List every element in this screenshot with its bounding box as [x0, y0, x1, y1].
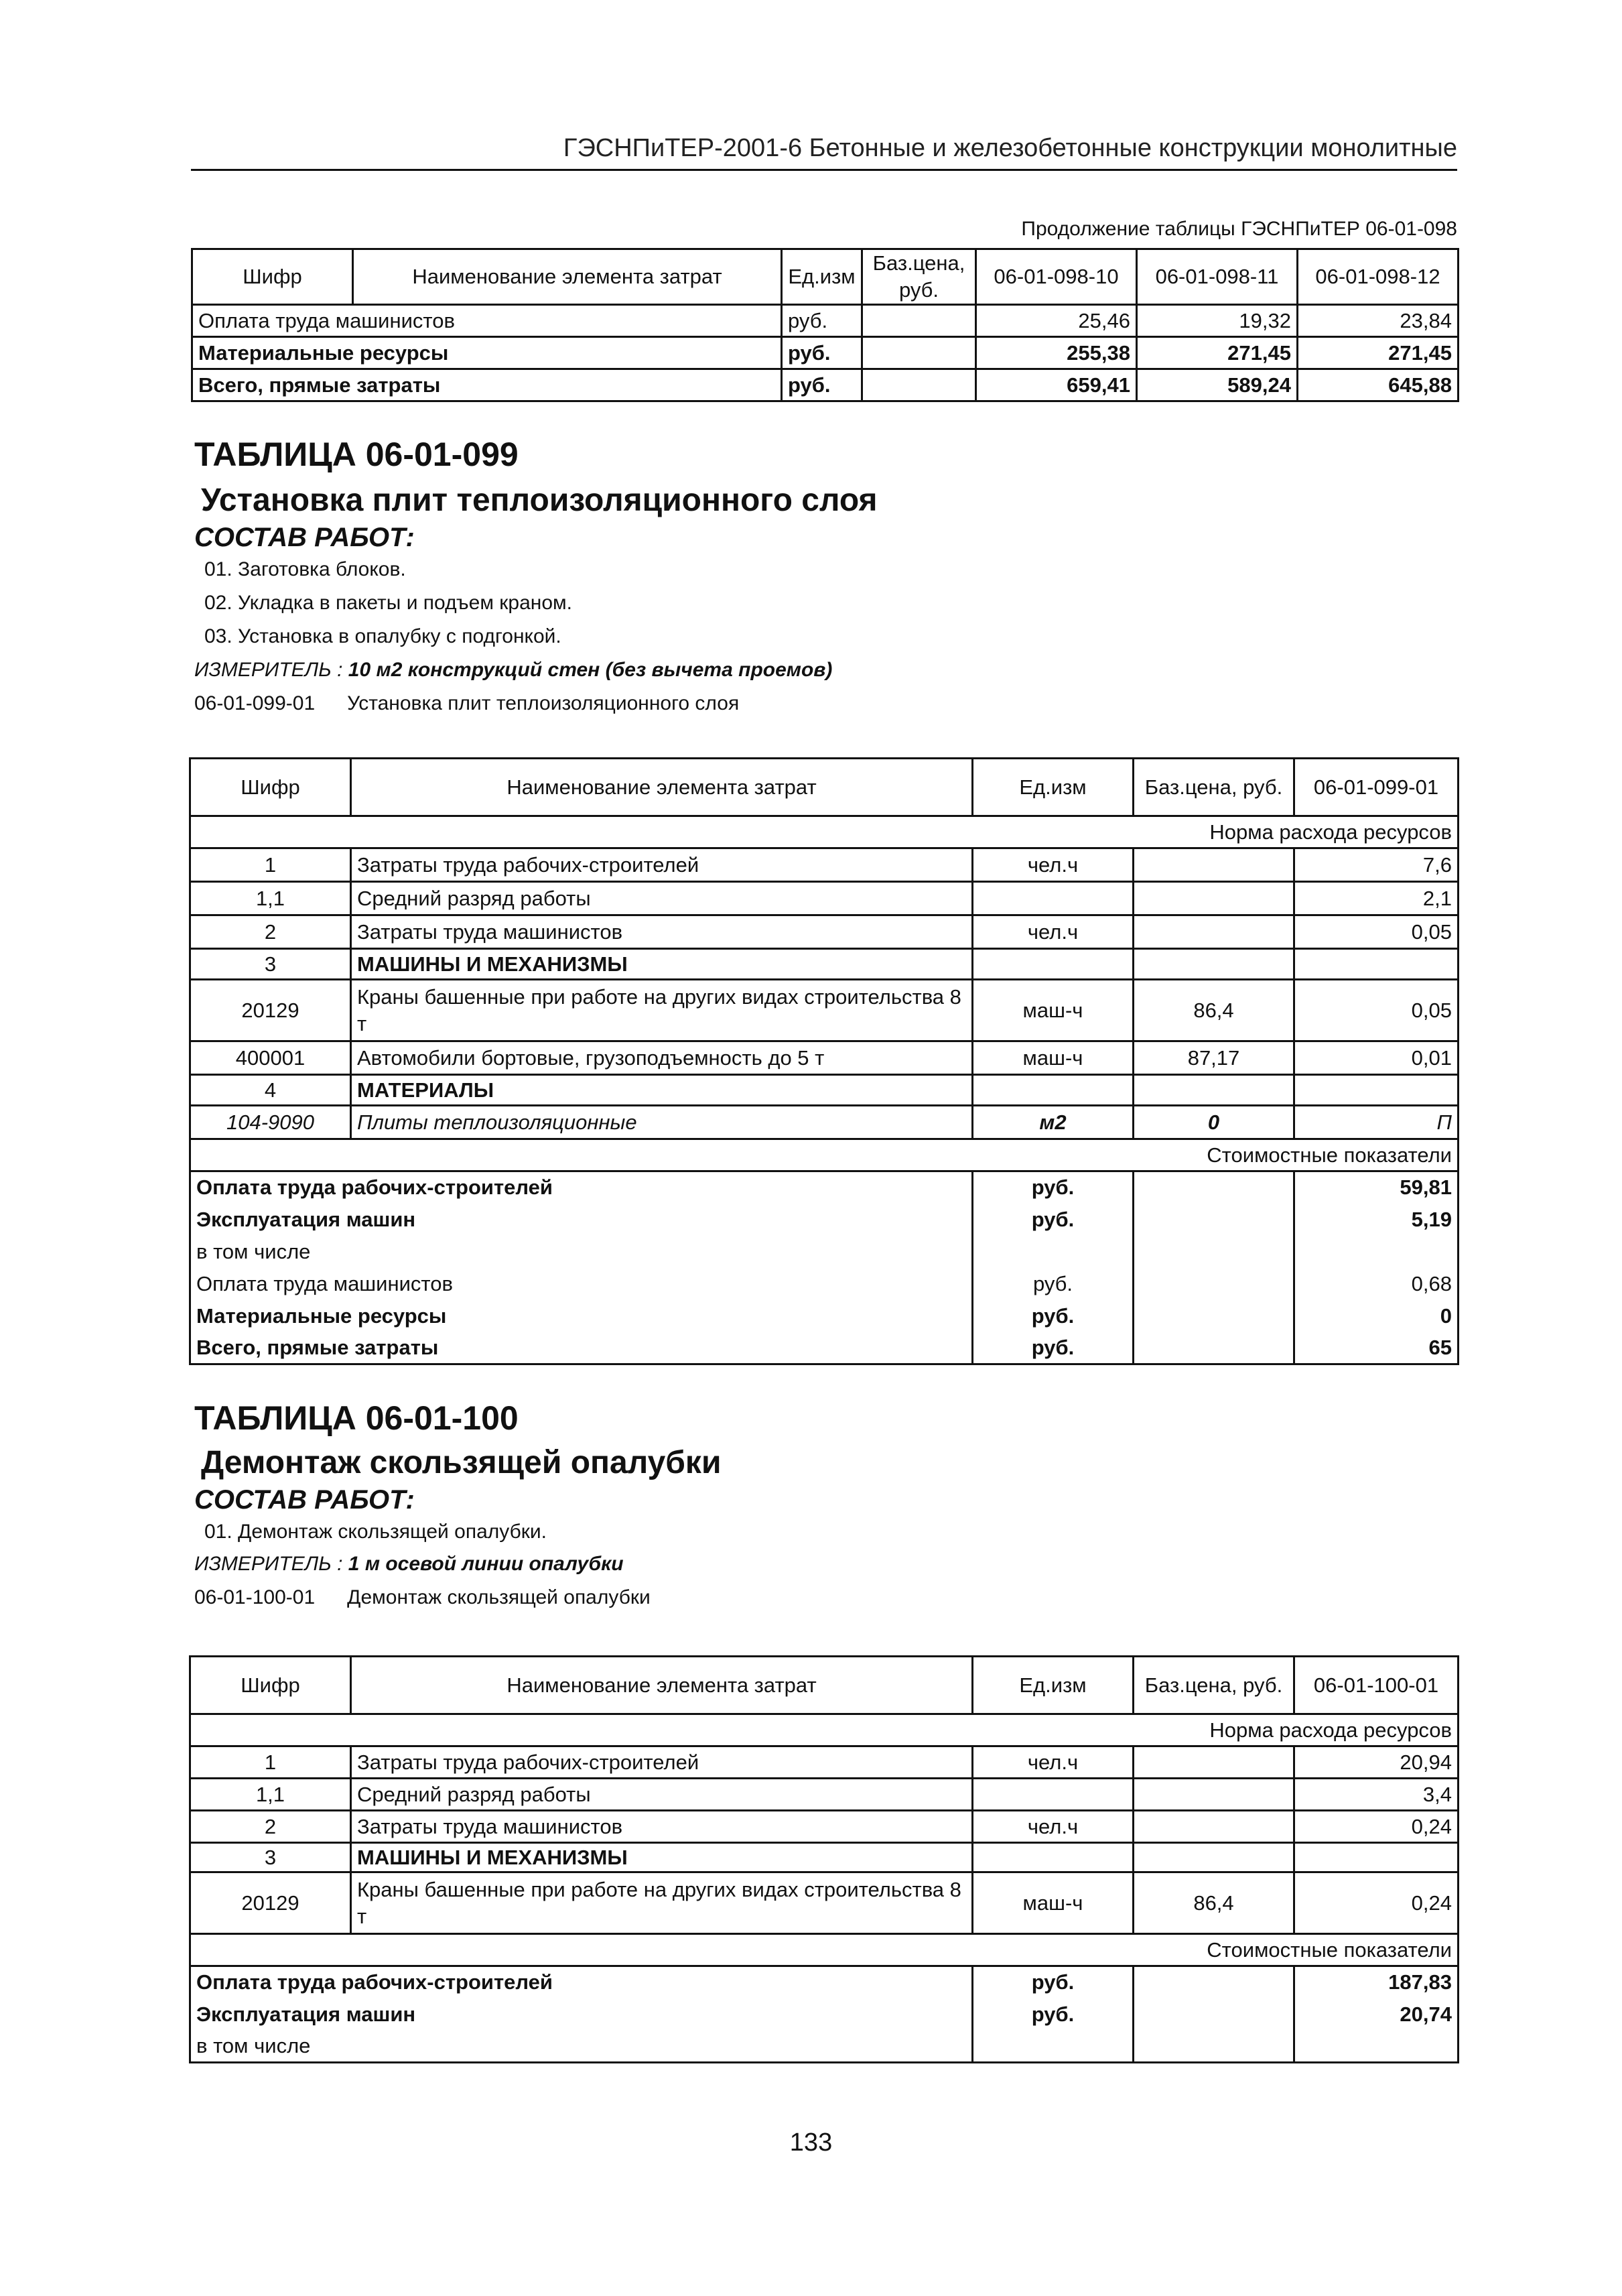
table-row	[192, 337, 1459, 369]
cost-empty	[1134, 1332, 1294, 1364]
cost-value: 59,81	[1294, 1171, 1459, 1204]
col-header-name: Наименование элемента затрат	[351, 759, 973, 816]
row-price: 86,4	[1134, 1872, 1294, 1934]
cost-row	[190, 1998, 1459, 2031]
table-row	[190, 1811, 1459, 1843]
cost-empty	[1134, 1998, 1294, 2031]
row-price	[1134, 848, 1294, 882]
cost-unit	[973, 2031, 1134, 2063]
col-header-code: Шифр	[190, 1657, 351, 1714]
row-unit: чел.ч	[973, 848, 1134, 882]
row-code: 3	[190, 1843, 351, 1872]
col-header-value: 06-01-100-01	[1294, 1657, 1459, 1714]
row-price	[862, 305, 976, 337]
table-row	[190, 949, 1459, 980]
cost-value: 0	[1294, 1300, 1459, 1332]
measure-label: ИЗМЕРИТЕЛЬ :	[194, 1553, 343, 1575]
cost-row	[190, 1171, 1459, 1204]
row-name: Затраты труда машинистов	[351, 1811, 973, 1843]
cost-unit: руб.	[973, 1332, 1134, 1364]
cost-empty	[1134, 1204, 1294, 1236]
row-code: 104-9090	[190, 1106, 351, 1139]
cost-value: 0,68	[1294, 1268, 1459, 1300]
row-unit: маш-ч	[973, 1872, 1134, 1934]
col-header-unit: Ед.изм	[973, 1657, 1134, 1714]
code-line-100	[194, 1584, 651, 1611]
row-unit: м2	[973, 1106, 1134, 1139]
row-value-2: 271,45	[1137, 337, 1298, 369]
work-composition-heading-100: СОСТАВ РАБОТ:	[194, 1485, 415, 1515]
row-price	[1134, 1075, 1294, 1106]
row-value: 7,6	[1294, 848, 1459, 882]
norm-label: Норма расхода ресурсов	[190, 1714, 1459, 1746]
row-code: 4	[190, 1075, 351, 1106]
row-price	[1134, 949, 1294, 980]
table-row	[190, 1075, 1459, 1106]
cost-unit: руб.	[973, 1300, 1134, 1332]
row-code: 20129	[190, 1872, 351, 1934]
row-price	[1134, 1843, 1294, 1872]
cost-name: в том числе	[190, 1236, 973, 1268]
table-row	[190, 1872, 1459, 1934]
header-rule	[191, 169, 1457, 171]
cost-empty	[1134, 2031, 1294, 2063]
row-value: 20,94	[1294, 1746, 1459, 1779]
row-price	[862, 337, 976, 369]
measure-line-100	[194, 1551, 624, 1578]
cost-value: 187,83	[1294, 1966, 1459, 1998]
cost-unit: руб.	[973, 1268, 1134, 1300]
col-header-name: Наименование элемента затрат	[351, 1657, 973, 1714]
col-header-code: Шифр	[190, 759, 351, 816]
norm-code-description: Демонтаж скользящей опалубки	[347, 1586, 651, 1608]
row-price: 86,4	[1134, 980, 1294, 1041]
norm-code: 06-01-100-01	[194, 1586, 316, 1608]
cost-label: Стоимостные показатели	[190, 1139, 1459, 1171]
row-price: 0	[1134, 1106, 1294, 1139]
measure-line-099	[194, 657, 832, 684]
row-value-1: 255,38	[976, 337, 1137, 369]
table-header-row	[190, 759, 1459, 816]
row-unit	[973, 882, 1134, 915]
row-unit: руб.	[782, 369, 862, 401]
cost-name: Эксплуатация машин	[190, 1998, 973, 2031]
norm-label: Норма расхода ресурсов	[190, 816, 1459, 848]
cost-label-row	[190, 1934, 1459, 1966]
row-value-3: 271,45	[1298, 337, 1459, 369]
table-row	[190, 1106, 1459, 1139]
row-unit	[973, 1843, 1134, 1872]
cost-unit: руб.	[973, 1171, 1134, 1204]
row-name: Затраты труда рабочих-строителей	[351, 1746, 973, 1779]
cost-empty	[1134, 1171, 1294, 1204]
cost-unit: руб.	[973, 1966, 1134, 1998]
row-unit: чел.ч	[973, 1746, 1134, 1779]
table-row	[190, 1843, 1459, 1872]
row-price	[1134, 915, 1294, 949]
table-title-099: ТАБЛИЦА 06-01-099	[194, 436, 519, 473]
table-row	[190, 848, 1459, 882]
row-code: 2	[190, 1811, 351, 1843]
row-price	[862, 369, 976, 401]
table-row	[190, 915, 1459, 949]
row-price: 87,17	[1134, 1041, 1294, 1075]
table-continuation-label: Продолжение таблицы ГЭСНПиТЕР 06-01-098	[1021, 218, 1457, 240]
table-row	[192, 369, 1459, 401]
cost-row	[190, 1966, 1459, 1998]
row-code: 3	[190, 949, 351, 980]
col-header-unit: Ед.изм	[782, 249, 862, 305]
cost-row	[190, 1236, 1459, 1268]
page-number: 133	[789, 2128, 833, 2157]
row-unit	[973, 949, 1134, 980]
operation-item: 01. Заготовка блоков.	[204, 558, 406, 580]
cost-unit: руб.	[973, 1204, 1134, 1236]
running-header: ГЭСНПиТЕР-2001-6 Бетонные и железобетонные конструкции монолитные	[563, 134, 1457, 162]
row-unit: чел.ч	[973, 1811, 1134, 1843]
table-row	[190, 980, 1459, 1041]
row-code: 1,1	[190, 1779, 351, 1811]
operation-item: 03. Установка в опалубку с подгонкой.	[204, 625, 561, 647]
norm-code: 06-01-099-01	[194, 692, 316, 714]
table-header-row	[190, 1657, 1459, 1714]
row-value: 2,1	[1294, 882, 1459, 915]
table-row	[190, 1779, 1459, 1811]
cost-label: Стоимостные показатели	[190, 1934, 1459, 1966]
row-unit	[973, 1779, 1134, 1811]
operation-item: 01. Демонтаж скользящей опалубки.	[204, 1521, 547, 1543]
row-name: Оплата труда машинистов	[192, 305, 782, 337]
norm-label-row	[190, 816, 1459, 848]
col-header-price: Баз.цена, руб.	[1134, 1657, 1294, 1714]
row-price	[1134, 1746, 1294, 1779]
cost-empty	[1134, 1236, 1294, 1268]
cost-row	[190, 1268, 1459, 1300]
col-header-v3: 06-01-098-12	[1298, 249, 1459, 305]
cost-empty	[1134, 1300, 1294, 1332]
cost-name: Материальные ресурсы	[190, 1300, 973, 1332]
col-header-price: Баз.цена, руб.	[862, 249, 976, 305]
measure-value: 10 м2 конструкций стен (без вычета проемов)	[348, 659, 833, 681]
row-value: 3,4	[1294, 1779, 1459, 1811]
code-line-099	[194, 690, 739, 717]
row-name: Затраты труда рабочих-строителей	[351, 848, 973, 882]
table-subtitle-099: Установка плит теплоизоляционного слоя	[201, 483, 878, 518]
cost-row	[190, 2031, 1459, 2063]
row-unit: чел.ч	[973, 915, 1134, 949]
row-value: 0,24	[1294, 1811, 1459, 1843]
row-unit: руб.	[782, 305, 862, 337]
work-composition-heading-099: СОСТАВ РАБОТ:	[194, 523, 415, 552]
table-row	[190, 1041, 1459, 1075]
cost-unit: руб.	[973, 1998, 1134, 2031]
table-subtitle-100: Демонтаж скользящей опалубки	[201, 1445, 722, 1480]
norm-label-row	[190, 1714, 1459, 1746]
row-code: 400001	[190, 1041, 351, 1075]
row-name: Затраты труда машинистов	[351, 915, 973, 949]
cost-name: Эксплуатация машин	[190, 1204, 973, 1236]
row-price	[1134, 1779, 1294, 1811]
row-value-3: 645,88	[1298, 369, 1459, 401]
row-unit: маш-ч	[973, 1041, 1134, 1075]
cost-unit	[973, 1236, 1134, 1268]
col-header-value: 06-01-099-01	[1294, 759, 1459, 816]
row-code: 20129	[190, 980, 351, 1041]
cost-row	[190, 1300, 1459, 1332]
row-name: Автомобили бортовые, грузоподъемность до 5 т	[351, 1041, 973, 1075]
col-header-unit: Ед.изм	[973, 759, 1134, 816]
operation-item: 02. Укладка в пакеты и подъем краном.	[204, 592, 573, 614]
row-name: Краны башенные при работе на других видах строительства 8 т	[351, 980, 973, 1041]
cost-value: 65	[1294, 1332, 1459, 1364]
row-value-2: 19,32	[1137, 305, 1298, 337]
cost-name: в том числе	[190, 2031, 973, 2063]
table-06-01-098	[191, 248, 1459, 402]
row-name: Материальные ресурсы	[192, 337, 782, 369]
row-name: Краны башенные при работе на других видах строительства 8 т	[351, 1872, 973, 1934]
col-header-name: Наименование элемента затрат	[353, 249, 782, 305]
row-unit	[973, 1075, 1134, 1106]
cost-name: Оплата труда рабочих-строителей	[190, 1171, 973, 1204]
row-value-2: 589,24	[1137, 369, 1298, 401]
row-code: 1	[190, 848, 351, 882]
table-row	[192, 305, 1459, 337]
table-title-100: ТАБЛИЦА 06-01-100	[194, 1399, 519, 1437]
row-value: 0,05	[1294, 980, 1459, 1041]
row-value: 0,24	[1294, 1872, 1459, 1934]
row-value: П	[1294, 1106, 1459, 1139]
cost-value: 5,19	[1294, 1204, 1459, 1236]
col-header-v2: 06-01-098-11	[1137, 249, 1298, 305]
cost-empty	[1134, 1268, 1294, 1300]
table-06-01-100	[189, 1655, 1459, 2063]
row-name: Средний разряд работы	[351, 1779, 973, 1811]
table-row	[190, 882, 1459, 915]
cost-value: 20,74	[1294, 1998, 1459, 2031]
row-price	[1134, 882, 1294, 915]
cost-row	[190, 1204, 1459, 1236]
cost-value	[1294, 1236, 1459, 1268]
row-value-1: 659,41	[976, 369, 1137, 401]
row-value	[1294, 1075, 1459, 1106]
measure-label: ИЗМЕРИТЕЛЬ :	[194, 659, 343, 681]
row-name: Средний разряд работы	[351, 882, 973, 915]
row-name: Всего, прямые затраты	[192, 369, 782, 401]
row-name: МАШИНЫ И МЕХАНИЗМЫ	[351, 949, 973, 980]
col-header-v1: 06-01-098-10	[976, 249, 1137, 305]
row-value: 0,01	[1294, 1041, 1459, 1075]
row-value	[1294, 949, 1459, 980]
row-unit: руб.	[782, 337, 862, 369]
table-06-01-099	[189, 757, 1459, 1365]
norm-code-description: Установка плит теплоизоляционного слоя	[347, 692, 740, 714]
col-header-code: Шифр	[192, 249, 353, 305]
row-value	[1294, 1843, 1459, 1872]
cost-name: Оплата труда рабочих-строителей	[190, 1966, 973, 1998]
table-row	[190, 1746, 1459, 1779]
cost-name: Всего, прямые затраты	[190, 1332, 973, 1364]
row-value-3: 23,84	[1298, 305, 1459, 337]
col-header-price: Баз.цена, руб.	[1134, 759, 1294, 816]
row-name: МАТЕРИАЛЫ	[351, 1075, 973, 1106]
cost-label-row	[190, 1139, 1459, 1171]
measure-value: 1 м осевой линии опалубки	[348, 1553, 624, 1575]
row-price	[1134, 1811, 1294, 1843]
cost-empty	[1134, 1966, 1294, 1998]
row-unit: маш-ч	[973, 980, 1134, 1041]
row-code: 2	[190, 915, 351, 949]
table-header-row	[192, 249, 1459, 305]
row-value: 0,05	[1294, 915, 1459, 949]
row-code: 1	[190, 1746, 351, 1779]
row-code: 1,1	[190, 882, 351, 915]
cost-value	[1294, 2031, 1459, 2063]
cost-name: Оплата труда машинистов	[190, 1268, 973, 1300]
row-value-1: 25,46	[976, 305, 1137, 337]
row-name: Плиты теплоизоляционные	[351, 1106, 973, 1139]
row-name: МАШИНЫ И МЕХАНИЗМЫ	[351, 1843, 973, 1872]
cost-row	[190, 1332, 1459, 1364]
